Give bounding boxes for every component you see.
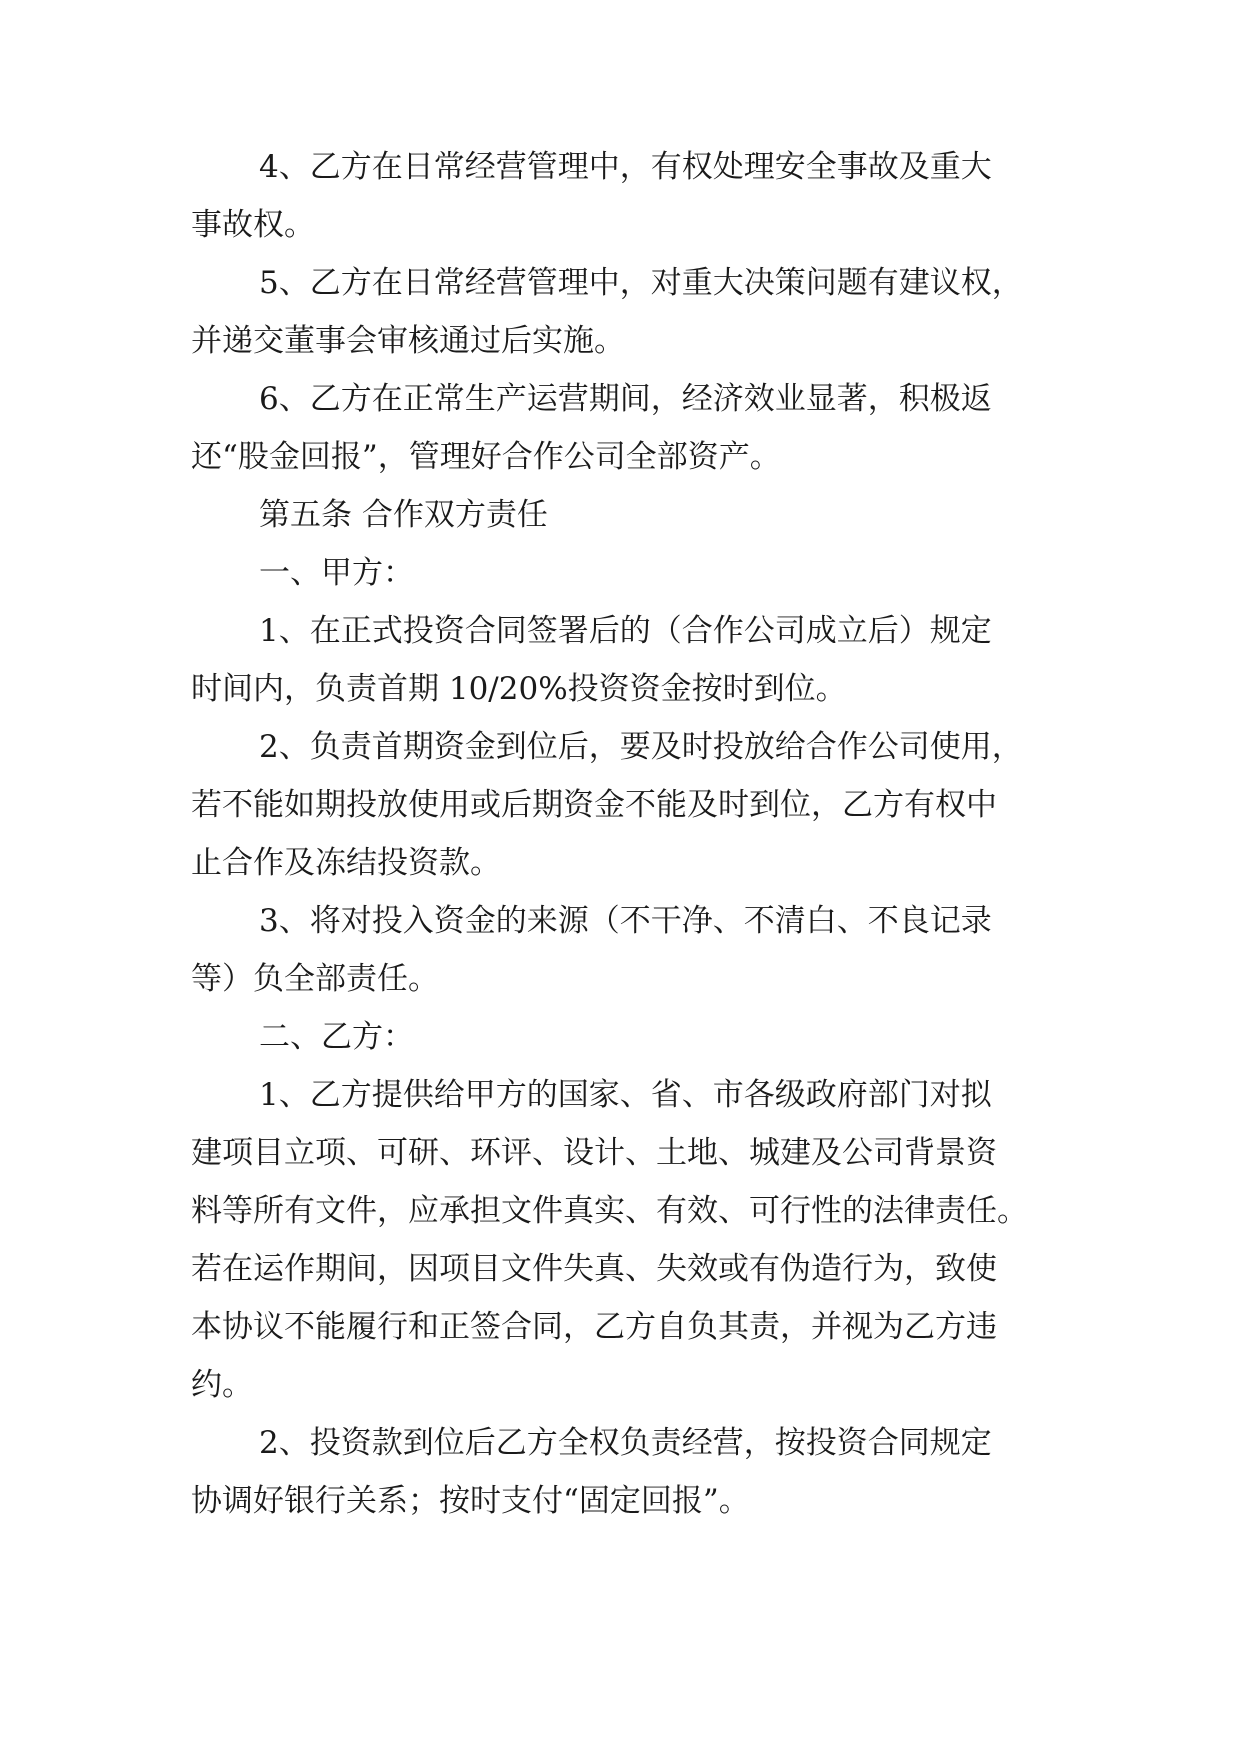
text-line: 2、投资款到位后乙方全权负责经营，按投资合同规定 <box>259 1425 992 1461</box>
text-line: 时间内，负责首期 10/20%投资资金按时到位。 <box>191 671 847 707</box>
text-line: 并递交董事会审核通过后实施。 <box>191 323 625 359</box>
text-line: 若不能如期投放使用或后期资金不能及时到位，乙方有权中 <box>191 787 997 823</box>
section-heading: 第五条 合作双方责任 <box>259 497 548 533</box>
text-line: 建项目立项、可研、环评、设计、土地、城建及公司背景资 <box>191 1135 997 1171</box>
text-line: 3、将对投入资金的来源（不干净、不清白、不良记录 <box>259 903 992 939</box>
text-line: 2、负责首期资金到位后，要及时投放给合作公司使用， <box>259 729 1023 765</box>
subsection-heading: 一、甲方： <box>259 555 414 591</box>
text-line: 若在运作期间，因项目文件失真、失效或有伪造行为，致使 <box>191 1251 997 1287</box>
text-line: 等）负全部责任。 <box>191 961 439 997</box>
subsection-heading: 二、乙方： <box>259 1019 414 1055</box>
text-line: 还“股金回报”，管理好合作公司全部资产。 <box>191 439 781 475</box>
text-line: 约。 <box>191 1367 253 1403</box>
text-line: 止合作及冻结投资款。 <box>191 845 501 881</box>
text-line: 5、乙方在日常经营管理中，对重大决策问题有建议权， <box>259 265 1023 301</box>
text-line: 协调好银行关系；按时支付“固定回报”。 <box>191 1483 750 1519</box>
text-line: 本协议不能履行和正签合同，乙方自负其责，并视为乙方违 <box>191 1309 997 1345</box>
text-line: 4、乙方在日常经营管理中，有权处理安全事故及重大 <box>259 149 992 185</box>
text-line: 6、乙方在正常生产运营期间，经济效业显著，积极返 <box>259 381 992 417</box>
text-line: 料等所有文件，应承担文件真实、有效、可行性的法律责任。 <box>191 1193 1028 1229</box>
text-line: 1、乙方提供给甲方的国家、省、市各级政府部门对拟 <box>259 1077 992 1113</box>
text-line: 事故权。 <box>191 207 315 243</box>
text-line: 1、在正式投资合同签署后的（合作公司成立后）规定 <box>259 613 992 649</box>
